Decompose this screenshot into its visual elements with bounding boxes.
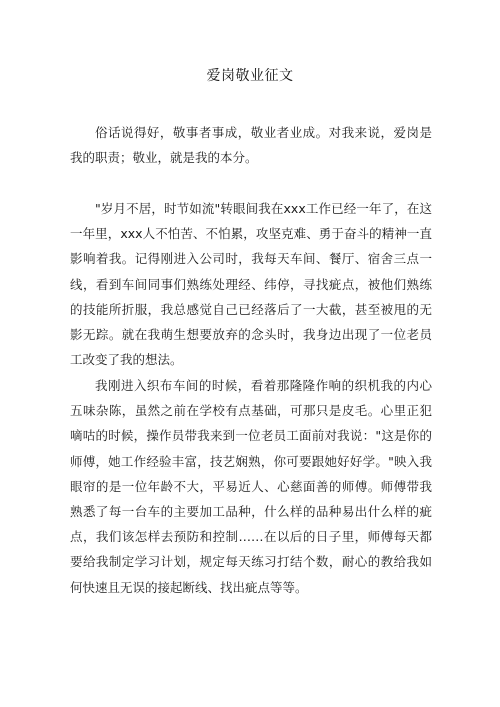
paragraph-1: 俗话说得好，敬事者事成，敬业者业成。对我来说，爱岗是我的职责；敬业，就是我的本分。 bbox=[70, 125, 432, 166]
paragraph-2: "岁月不居，时节如流"转眼间我在xxx工作已经一年了，在这一年里，xxx人不怕苦、不怕累，攻坚克难、勇于奋斗的精神一直影响着我。记得刚进入公司时，我每天车间、餐厅、宿舍三点一线，看到车间同事们熟练处理经、纬停，寻找疵点，被他们熟练的技能所折服，我总感觉自己已经落后了一大截，甚至被甩的无影无踪。就在我萌生想要放弃的念头时，我身边出现了一位老员工改变了我的想法。 bbox=[70, 201, 432, 368]
document-title: 爱岗敬业征文 bbox=[206, 68, 294, 84]
paragraph-3: 我刚进入织布车间的时候，看着那隆隆作响的织机我的内心五味杂陈，虽然之前在学校有点基础，可那只是皮毛。心里正犯嘀咕的时候，操作员带我来到一位老员工面前对我说："这是你的师傅，她工作经验丰富，技艺娴熟，你可要跟她好好学。"映入我眼帘的是一位年龄不大，平易近人、心慈面善的师傅。师傅带我熟悉了每一台车的主要加工品种，什么样的品种易出什么样的疵点，我们该怎样去预防和控制……在以后的日子里，师傅每天都要给我制定学习计划，规定每天练习打结个数，耐心的教给我如何快速且无误的接起断线、找出疵点等等。 bbox=[70, 378, 432, 595]
